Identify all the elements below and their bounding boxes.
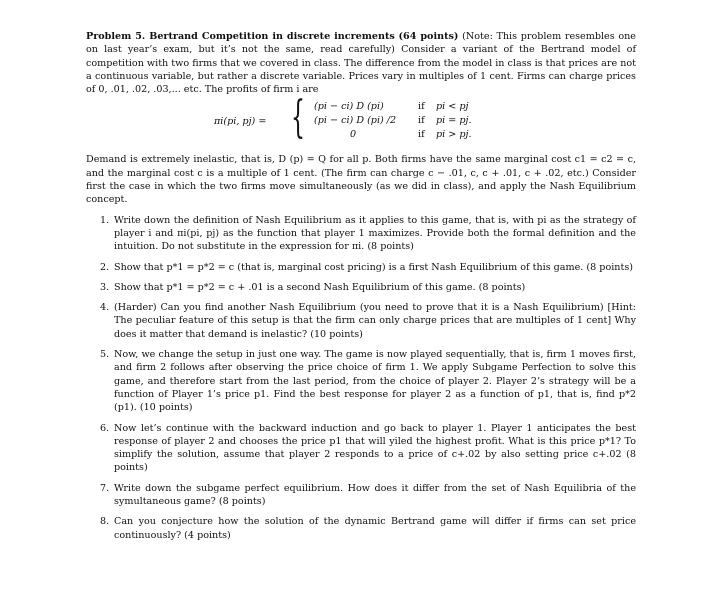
- case-value: (pi − ci) D (pi): [314, 101, 384, 113]
- question-list: [86, 214, 636, 542]
- question-number: 6.: [100, 422, 110, 434]
- case-condition: if: [418, 115, 425, 127]
- question-item-5: [86, 348, 636, 414]
- case-relation: pi < pj: [436, 101, 469, 113]
- question-text: Show that p*1 = p*2 = c (that is, marginal cost pricing) is a first Nash Equilibrium of this game. (8 points): [114, 261, 633, 273]
- question-item-1: [86, 214, 636, 254]
- question-number: 7.: [100, 482, 110, 494]
- question-text: Write down the subgame perfect equilibrium. How does it differ from the set of Nash Equilibria of the symultaneous game? (8 points): [114, 482, 636, 508]
- question-number: 3.: [100, 281, 110, 293]
- question-item-7: [86, 482, 636, 509]
- profit-equation: [86, 92, 636, 149]
- setup-paragraph: Demand is extremely inelastic, that is, D (p) = Q for all p. Both firms have the same marginal cost c1 = c2 = c, and the marginal cost c is a multiple of 1 cent. (The firm can charge c − .01, c, c + .01, c + .02, etc.) Consider first the case in which the two firms move simultaneously (as we did in class), and apply the Nash Equilibrium concept.: [86, 154, 636, 206]
- problem-intro-text: (Note: This problem resembles one on last year’s exam, but it’s not the same, read carefully) Consider a variant of the Bertrand model of competition with two firms that we covered in class. The difference from the model in class is that prices are not a continuous variable, but rather a discrete variable. Prices vary in multiples of 1 cent. Firms can charge prices of 0, .01, .02, .03,... etc. The profits of firm i are: [86, 31, 636, 96]
- question-text: (Harder) Can you find another Nash Equilibrium (you need to prove that it is a Nash Equilibrium) [Hint: The peculiar feature of this setup is that the firm can only charge prices that are multiples of 1 cent] Why does it matter that demand is inelastic? (10 points): [114, 302, 636, 340]
- problem-intro: [86, 30, 636, 96]
- case-relation: pi > pj.: [436, 129, 472, 141]
- question-item-6: [86, 422, 636, 475]
- equation-lhs: πi(pi, pj) =: [214, 116, 267, 128]
- case-relation: pi = pj.: [436, 115, 472, 127]
- case-condition: if: [418, 101, 425, 113]
- question-number: 5.: [100, 349, 110, 361]
- question-item-8: [86, 515, 636, 542]
- case-value: 0: [350, 129, 357, 141]
- equation-brace: {: [291, 92, 305, 144]
- question-text: Can you conjecture how the solution of the dynamic Bertrand game will differ if firms can set price continuously? (4 points): [114, 516, 636, 541]
- question-text: Now let’s continue with the backward induction and go back to player 1. Player 1 anticipates the best response of player 2 and chooses the price p1 that will yiled the highest profit. What is this price p*1? To simplify the solution, assume that player 2 responds to a price of c+.02 by also setting price c+.02 (8 points): [114, 422, 636, 474]
- question-item-2: [86, 261, 636, 274]
- question-item-3: [86, 281, 636, 294]
- question-item-4: [86, 301, 636, 341]
- problem-document: [86, 30, 636, 542]
- question-text: Now, we change the setup in just one way. The game is now played sequentially, that is, firm 1 moves first, and firm 2 follows after observing the price choice of firm 1. We apply Subgame Perfection to solve this game, and therefore start from the last period, from the choice of player 2. Player 2’s strategy will be a function of Player 1’s price p1. Find the best response for player 2 as a function of p1, that is, find p*2 (p1). (10 points): [114, 349, 636, 414]
- question-number: 2.: [100, 261, 110, 273]
- question-text: Write down the definition of Nash Equilibrium as it applies to this game, that is, with pi as the strategy of player i and πi(pi, pj) as the function that player 1 maximizes. Provide both the formal definition and the intuition. Do not substitute in the expression for πi. (8 points): [114, 214, 636, 253]
- problem-heading: Problem 5. Bertrand Competition in discrete increments: [86, 31, 395, 42]
- case-condition: if: [418, 129, 425, 141]
- question-number: 1.: [100, 214, 110, 226]
- case-value: (pi − ci) D (pi) /2: [314, 115, 397, 127]
- question-text: Show that p*1 = p*2 = c + .01 is a second Nash Equilibrium of this game. (8 points): [114, 281, 526, 293]
- problem-points: (64 points): [398, 31, 459, 42]
- question-number: 8.: [100, 516, 110, 528]
- question-number: 4.: [100, 302, 110, 314]
